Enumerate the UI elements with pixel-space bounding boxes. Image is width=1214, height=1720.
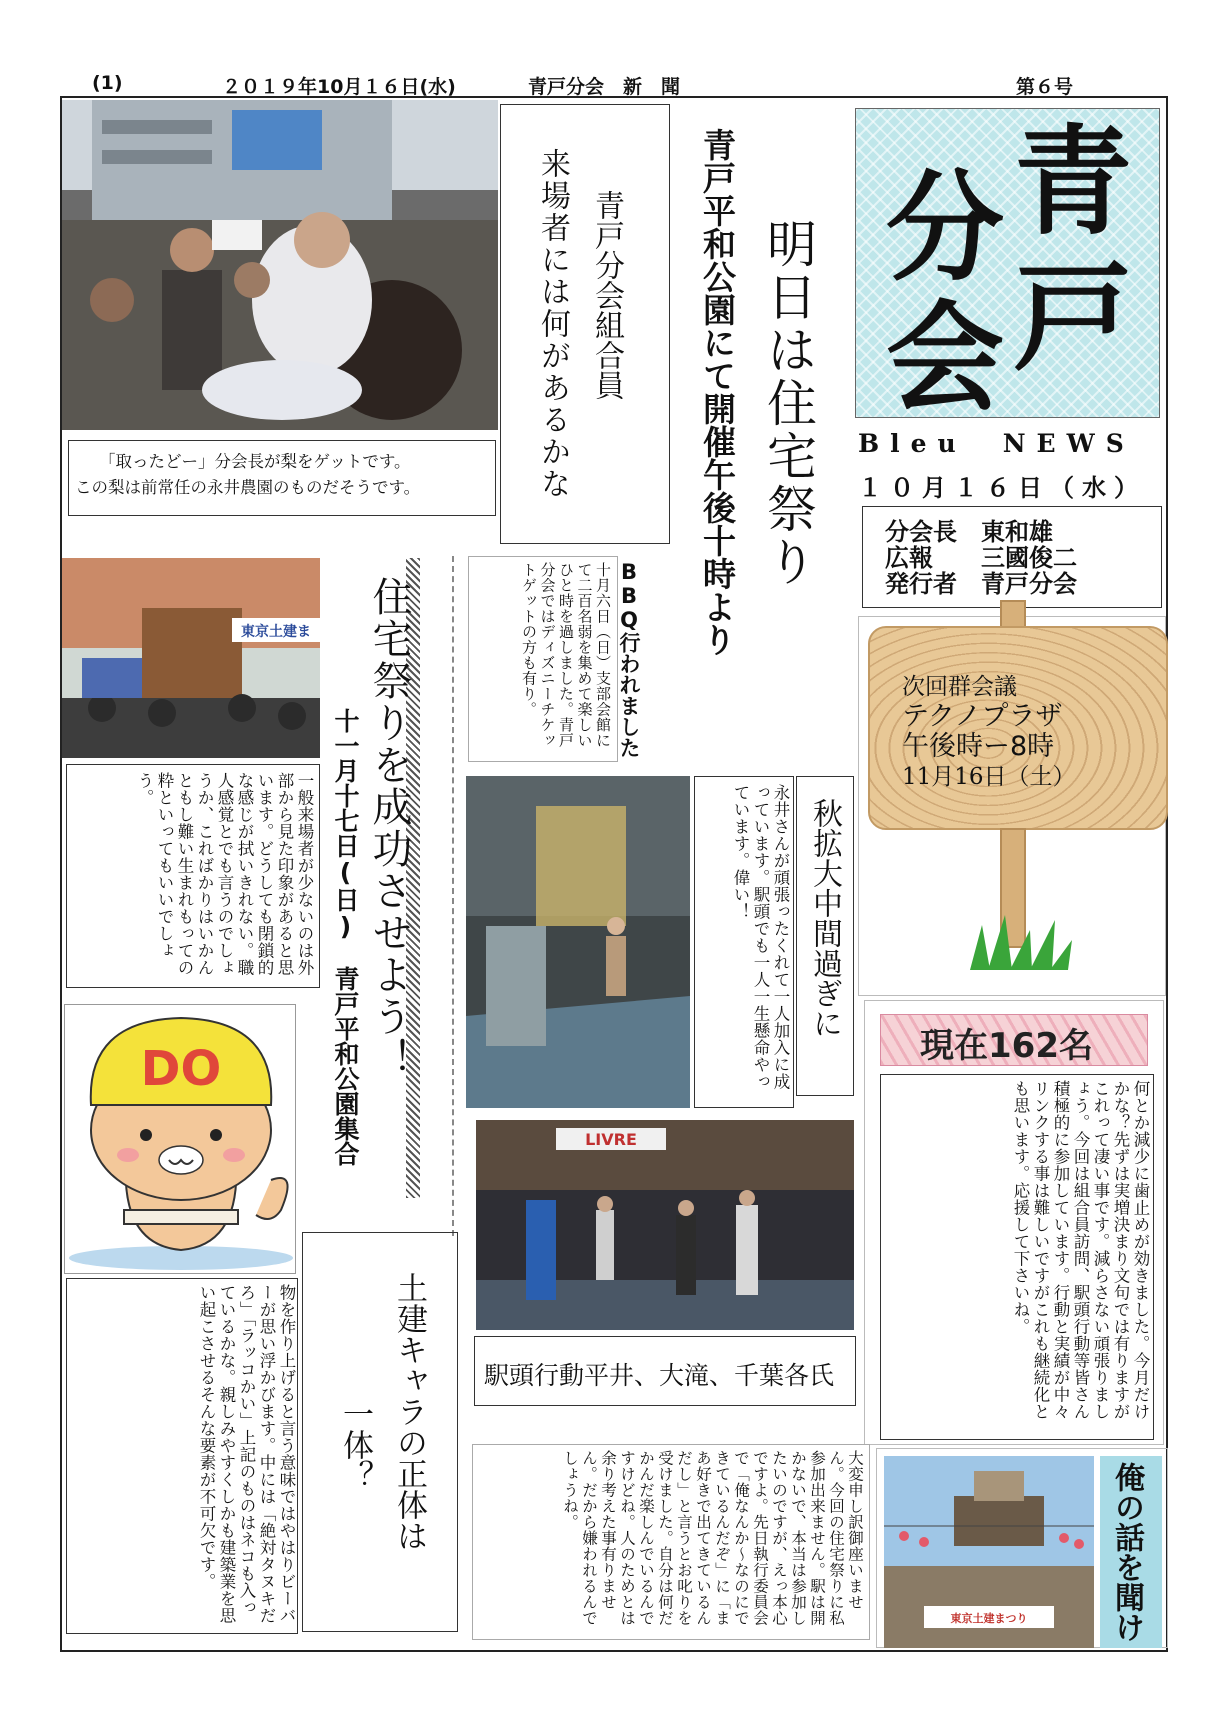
doken-title-box xyxy=(302,1232,458,1632)
top-caption-line1: 「取ったどー」分会長が梨をゲットです。 xyxy=(99,452,411,471)
shop-sign-text: LIVRE xyxy=(585,1130,637,1149)
festival-photo xyxy=(62,100,498,430)
issue-date: ２０１９年10月１６日(水) xyxy=(222,76,456,98)
top-caption-line2: この梨は前常任の永井農園のものだそうです。 xyxy=(75,478,421,497)
masthead-subtitle: Bleu NEWS xyxy=(858,429,1135,458)
top-headline-subtitle: 青戸平和公園にて開催午後十時より xyxy=(698,128,737,656)
autumn-title: 秋拡大中間過ぎに xyxy=(807,798,842,1038)
apology-body: 大変申し訳御座いません。今回の住宅祭りに私参加出来ません。駅は開かないで、本当は参加したいのですが、えっ本心ですよ。先日執行委員会で「俺なんか～なのにできているんだぞ」に「まあ好きで出てきているんだし」と言うとお叱りを受けました。自分は何だかんだ楽しんでいるんですけどね。人のためとは余り考えた事有りません。だから嫌われるんでしょうね。 xyxy=(561,1450,864,1626)
top-headline-title: 明日は住宅祭り xyxy=(759,218,817,589)
crowd-photo xyxy=(62,558,320,758)
board-text xyxy=(902,672,1076,792)
listen-title: 俺の話を聞け xyxy=(1109,1462,1144,1642)
autumn-body: 永井さんが頑張ったくれて一人加入に成っています。駅頭でも一人一生懸命やっています。偉い！ xyxy=(731,784,790,1090)
bbq-body: 十月六日（日）支部会館にて二百名弱を集めて楽しいひと時を過しました。青戸分会ではディズニーチケットゲットの方も有り。 xyxy=(520,562,612,748)
staff-line-1: 分会長 東和雄 xyxy=(885,518,1053,546)
members-body: 何とか減少に歯止めが効きました。今月だけかな？先ずは実増決まり文句では有りますがこれって凄い事です。減らさない頑張りましょう。今回は組合員訪問、駅頭行動等皆さん積極的に参加しています。行動と実績が中々リンクする事は難しいですがこれも継続化とも思います。応援して下さいね。 xyxy=(1011,1080,1150,1420)
members-banner-text: 現在162名 xyxy=(920,1026,1093,1066)
masthead-char-2: 戸 xyxy=(1014,249,1133,387)
masthead-date: １０月１６日（水） xyxy=(858,473,1146,502)
dashed-divider xyxy=(452,556,454,1236)
station-entrance-photo xyxy=(466,776,690,1108)
page-number: (1) xyxy=(92,72,123,94)
top-photo-caption-box xyxy=(68,440,496,516)
station-activity-photo xyxy=(476,1120,854,1330)
station-caption: 駅頭行動平井、大滝、千葉各氏 xyxy=(484,1361,835,1390)
masthead-char-1: 青 xyxy=(1014,113,1133,251)
crowd-sign-text: 東京土建ま xyxy=(241,624,311,640)
stage-sign-text: 東京土建まつり xyxy=(950,1612,1028,1625)
general-body: 一般来場者が少ないのは外部から見た印象があると思います。どうしても閉鎖的な感じが拭いきれない。職人感覚とでも言うのでしょうか、こればかりはいかんともし難い生まれもっての粋といってもいいでしょう。 xyxy=(135,772,314,976)
grass-icon xyxy=(960,910,1080,970)
top-side-line2: 来場者には何があるかな xyxy=(535,148,570,500)
mascot-helmet-text: DO xyxy=(140,1041,222,1097)
paper-name: 青戸分会 新 聞 xyxy=(528,76,681,98)
jutaku-title: 住宅祭りを成功させよう！ xyxy=(366,576,412,1080)
doken-title-1: 土建キャラの正体は xyxy=(391,1272,427,1551)
issue-number: 第６号 xyxy=(1016,76,1074,98)
staff-box xyxy=(862,506,1162,608)
mascot-cat-icon xyxy=(66,1010,296,1272)
board-line1: 次回群会議 xyxy=(902,674,1017,700)
doken-title-2: 一体？ xyxy=(337,1398,373,1491)
doken-body: 物を作り上げると言う意味ではやはりビーバーが思い浮かびます。中には「絶対タヌキだろ」「ラッコかい」上記のものはネコも入っているかな。親しみやすくしかも建築業を思い起こさせるそんな要素が不可欠です。 xyxy=(197,1284,296,1624)
masthead-logo xyxy=(855,108,1160,427)
board-line4: 11月16日（土） xyxy=(902,764,1076,790)
staff-line-2: 広報 三國俊二 xyxy=(885,544,1077,572)
masthead-char-3: 分 xyxy=(886,159,1005,297)
festival-stage-photo xyxy=(884,1456,1094,1648)
staff-line-3: 発行者 青戸分会 xyxy=(885,570,1077,598)
masthead-char-4: 会 xyxy=(886,289,1005,427)
bbq-title: BBQ行われました xyxy=(617,560,641,758)
top-side-line1: 青戸分会組合員 xyxy=(589,190,624,400)
board-line2: テクノプラザ xyxy=(902,701,1063,732)
jutaku-sub: 十一月十七日(日) 青戸平和公園集合 xyxy=(331,708,360,1166)
board-line3: 午後時ー8時 xyxy=(902,731,1055,762)
top-side-box xyxy=(500,104,670,544)
